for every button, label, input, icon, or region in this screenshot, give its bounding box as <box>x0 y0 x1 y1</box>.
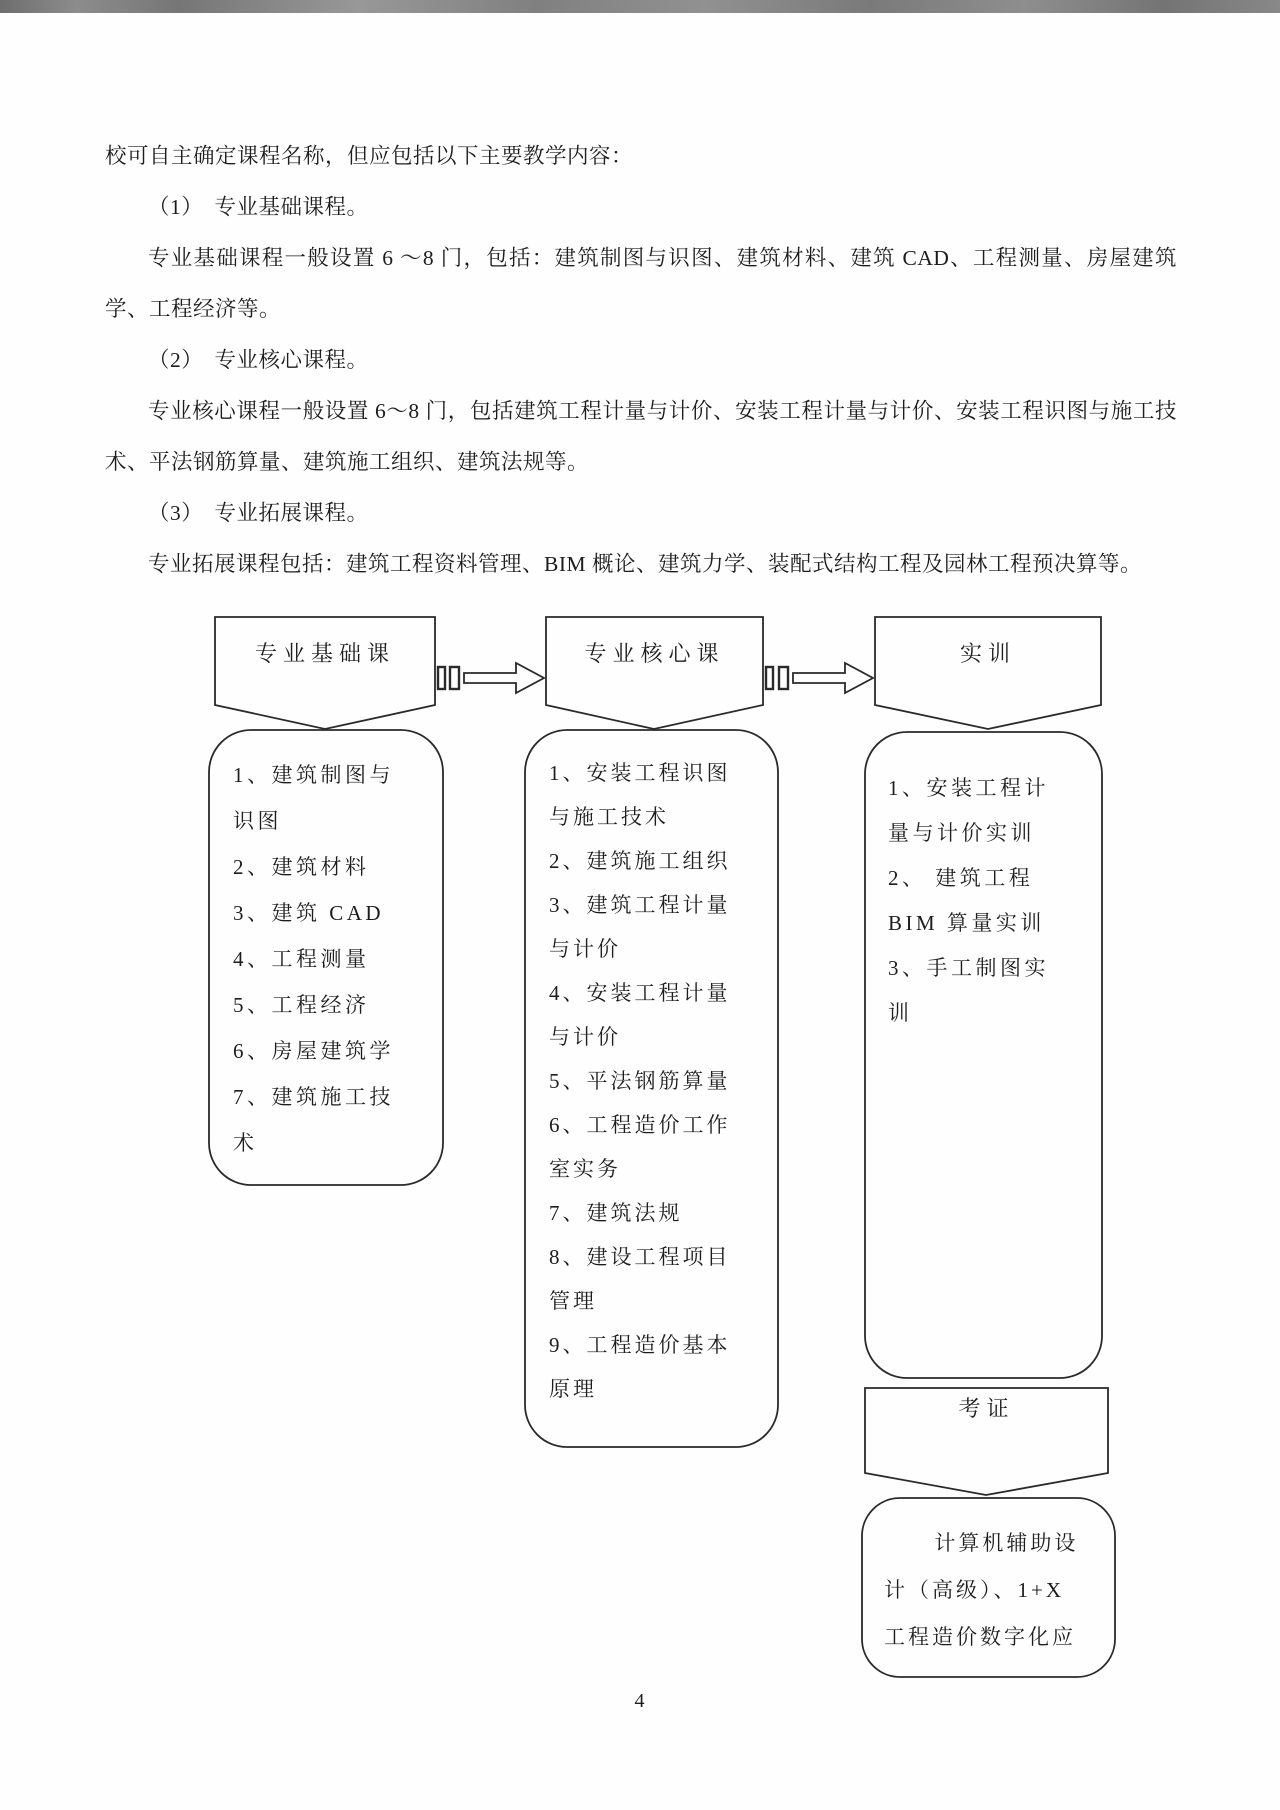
list-line: 工程造价数字化应 <box>884 1625 1076 1649</box>
list-line: 3、手工制图实 <box>888 956 1049 980</box>
arrow-tail-stub <box>450 667 459 689</box>
list-line: 管理 <box>549 1289 597 1313</box>
list-line: 6、房屋建筑学 <box>233 1039 394 1063</box>
banner-label-training: 实训 <box>959 641 1016 666</box>
list-line: 5、平法钢筋算量 <box>549 1069 731 1093</box>
paragraph: 校可自主确定课程名称，但应包括以下主要教学内容： <box>105 144 634 168</box>
training-courses-list <box>888 766 1096 1036</box>
list-line: 3、建筑工程计量 <box>549 893 731 917</box>
list-line: 术 <box>233 1131 258 1155</box>
list-line: 计算机辅助设 <box>934 1531 1079 1555</box>
list-line: 与施工技术 <box>549 805 669 829</box>
list-line: 4、工程测量 <box>233 947 370 971</box>
list-line: 2、建筑施工组织 <box>549 849 731 873</box>
paragraph: 专业基础课程一般设置 6 ～8 门，包括：建筑制图与识图、建筑材料、建筑 CAD、工程测量、房屋建筑学、工程经济等。 <box>105 246 1177 321</box>
banner-label-cert: 考证 <box>958 1396 1015 1421</box>
list-line: 1、安装工程识图 <box>549 761 731 785</box>
list-line: 5、工程经济 <box>233 993 370 1017</box>
banner-shape-training <box>875 617 1101 729</box>
arrow-right-icon <box>793 663 873 693</box>
list-line: 1、安装工程计 <box>888 776 1049 800</box>
arrow-tail-stub <box>766 667 773 689</box>
list-line: 2、建筑材料 <box>233 855 370 879</box>
list-line: 8、建设工程项目 <box>549 1245 731 1269</box>
banner-label-core: 专业核心课 <box>584 641 725 666</box>
list-line: 原理 <box>549 1377 597 1401</box>
list-line: BIM 算量实训 <box>888 911 1045 935</box>
arrow-tail-stub <box>779 667 788 689</box>
core-courses-list <box>549 751 771 1411</box>
page-number: 4 <box>634 1690 646 1712</box>
list-line: 7、建筑施工技 <box>233 1085 394 1109</box>
banner-label-basic: 专业基础课 <box>254 641 395 666</box>
list-line: 识图 <box>233 809 282 833</box>
list-line: 与计价 <box>549 1025 621 1049</box>
basic-courses-list <box>233 752 439 1166</box>
paragraph: 专业拓展课程包括：建筑工程资料管理、BIM 概论、建筑力学、装配式结构工程及园林工程预决算等。 <box>148 552 1142 576</box>
list-line: 6、工程造价工作 <box>549 1113 731 1137</box>
paragraph: 专业核心课程一般设置 6～8 门，包括建筑工程计量与计价、安装工程计量与计价、安装工程识图与施工技术、平法钢筋算量、建筑施工组织、建筑法规等。 <box>105 399 1177 474</box>
list-line: 7、建筑法规 <box>549 1201 683 1225</box>
list-line: 3、建筑 CAD <box>233 901 385 925</box>
list-line: 训 <box>888 1001 913 1025</box>
arrow-right-icon <box>464 663 544 693</box>
paragraph: （1） 专业基础课程。 <box>148 195 369 219</box>
paragraph: （2） 专业核心课程。 <box>148 348 369 372</box>
paragraph: （3） 专业拓展课程。 <box>148 501 369 525</box>
list-line: 4、安装工程计量 <box>549 981 731 1005</box>
cert-lines-list <box>884 1520 1106 1661</box>
list-line: 室实务 <box>549 1157 621 1181</box>
list-line: 1、建筑制图与 <box>233 763 394 787</box>
banner-shape-core <box>546 617 763 729</box>
list-line: 量与计价实训 <box>888 821 1035 845</box>
banner-shape-basic <box>215 617 435 729</box>
list-line: 与计价 <box>549 937 621 961</box>
list-line: 计（高级）、1+X <box>884 1578 1065 1602</box>
list-line: 9、工程造价基本 <box>549 1333 731 1357</box>
arrow-tail-stub <box>438 667 445 689</box>
list-line: 2、 建筑工程 <box>888 866 1034 890</box>
